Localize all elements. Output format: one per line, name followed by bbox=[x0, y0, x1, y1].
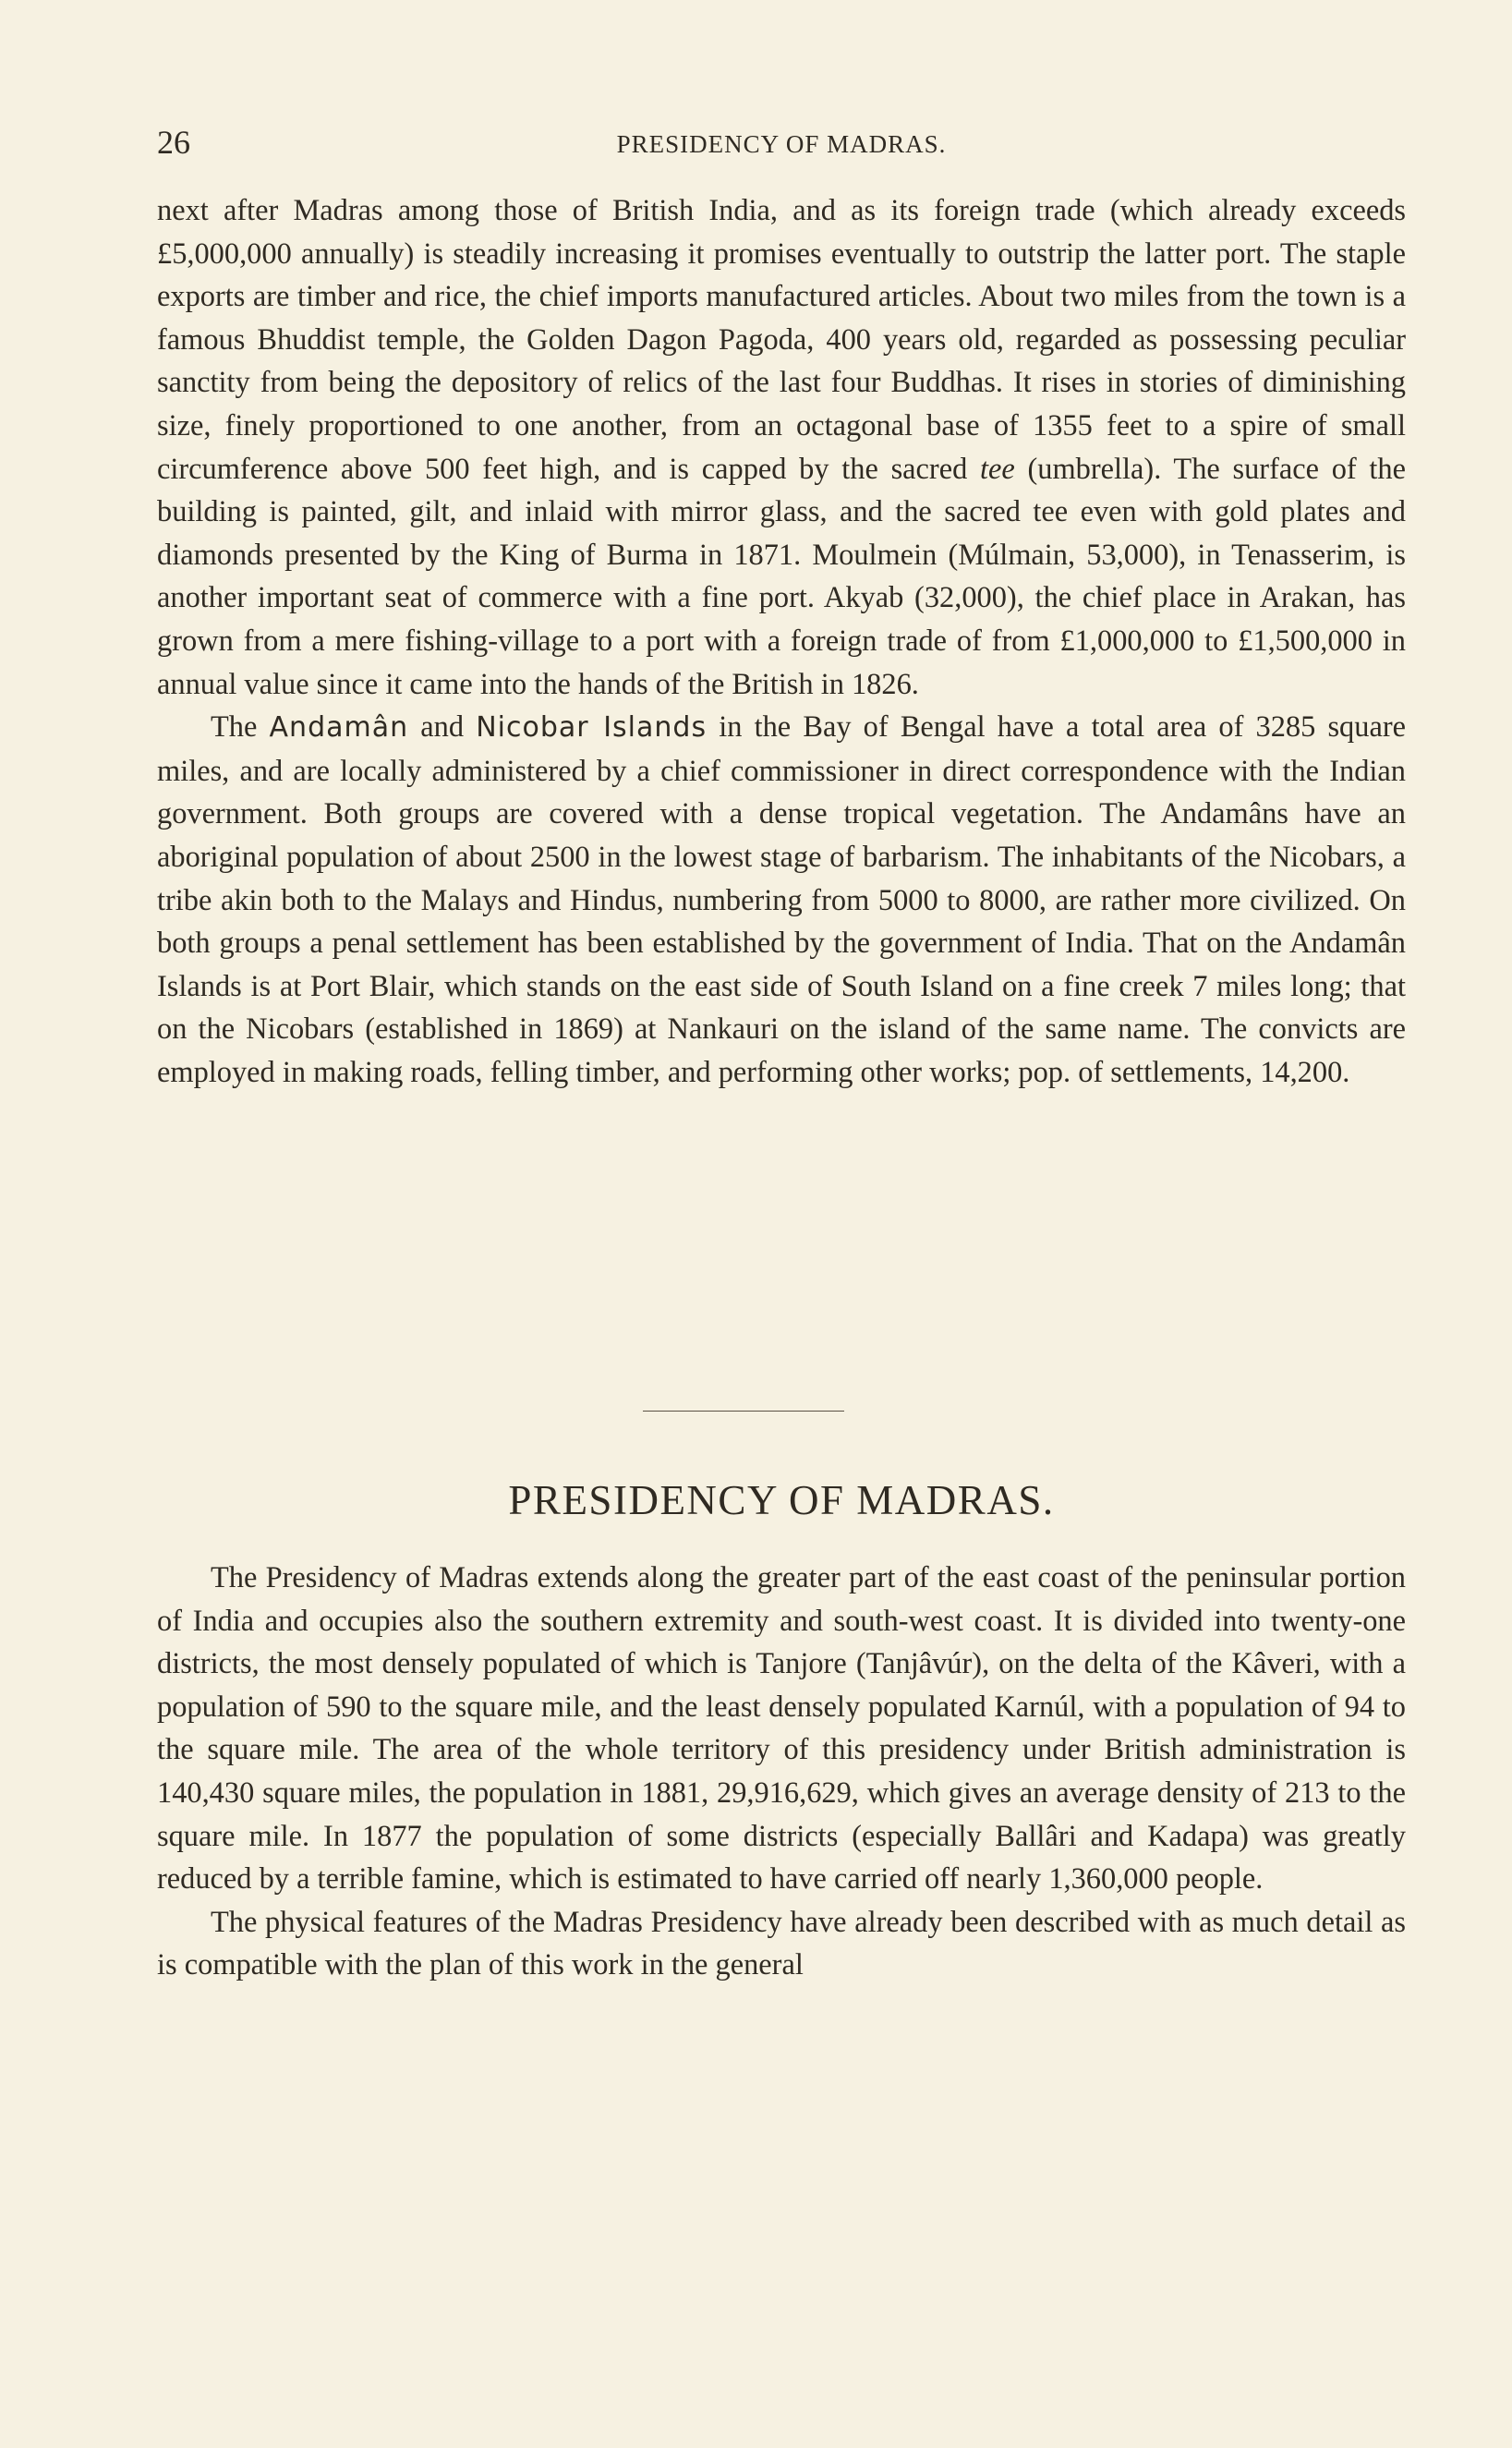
paragraph-rangoon bbox=[157, 189, 1406, 706]
italic-term: tee bbox=[980, 452, 1015, 486]
paragraph-andaman-nicobar bbox=[157, 706, 1406, 1094]
running-title: PRESIDENCY OF MADRAS. bbox=[616, 130, 947, 158]
section-title: PRESIDENCY OF MADRAS. bbox=[508, 1477, 1055, 1523]
andaman-nicobar-section bbox=[157, 189, 1406, 1094]
madras-section bbox=[157, 1557, 1406, 1987]
paragraph-text: next after Madras among those of British India, and as its foreign trade (which already exceeds £5,000,000 annually) is steadily increasing it promises eventually to outstrip the latter port. The staple exports are timber and rice, the chief imports manufactured articles. About two miles from the town is a famous Bhuddist temple, the Golden Dagon Pagoda, 400 years old, regarded as possessing peculiar sanctity from being the depository of relics of the last four Buddhas. It rises in stories of diminishing size, finely proportioned to one another, from an octagonal base of 1355 feet to a spire of small circumference above 500 feet high, and is capped by the sacred bbox=[157, 194, 1406, 486]
paragraph-physical-features: The physical features of the Madras Presidency have already been described with as much detail as is compatible with the plan of this work in the general bbox=[157, 1905, 1406, 1982]
paragraph-text: (umbrella). The surface of the building is painted, gilt, and inlaid with mirror glass, and the sacred tee even with gold plates and diamonds presented by the King of Burma in 1871. Moulmein (Múlmain, 53,000), in Tenasserim, is another important seat of commerce with a fine port. Akyab (32,000), the chief place in Arakan, has grown from a mere fishing-village to a port with a foreign trade of from £1,000,000 to £1,500,000 in annual value since it came into the hands of the British in 1826. bbox=[157, 452, 1406, 701]
paragraph-text: and bbox=[408, 710, 477, 745]
place-name-andaman: Andamân bbox=[269, 711, 409, 745]
paragraph-text: The bbox=[211, 710, 270, 745]
paragraph-text: in the Bay of Bengal have a total area of 3285 square miles, and are locally administered by a chief commissioner in direct correspondence with the Indian government. Both groups are covered with a dense tropical vegetation. The Andamâns have an aboriginal population of about 2500 in the lowest stage of barbarism. The inhabitants of the Nicobars, a tribe akin both to the Malays and Hindus, numbering from 5000 to 8000, are rather more civilized. On both groups a penal settlement has been established by the government of India. That on the Andamân Islands is at Port Blair, which stands on the east side of South Island on a fine creek 7 miles long; that on the Nicobars (established in 1869) at Nankauri on the island of the same name. The convicts are employed in making roads, felling timber, and performing other works; pop. of settlements, 14,200. bbox=[157, 710, 1406, 1089]
running-head bbox=[157, 122, 1406, 163]
place-name-nicobar: Nicobar Islands bbox=[476, 711, 708, 745]
page-number: 26 bbox=[157, 124, 190, 161]
section-divider bbox=[643, 1411, 844, 1412]
paragraph-madras-overview: The Presidency of Madras extends along the greater part of the east coast of the peninsular portion of India and occupies also the southern extremity and south-west coast. It is divided into twenty-one districts, the most densely populated of which is Tanjore (Tanjâvúr), on the delta of the Kâveri, with a population of 590 to the square mile, and the least densely populated Karnúl, with a population of 94 to the square mile. The area of the whole territory of this presidency under British administration is 140,430 square miles, the population in 1881, 29,916,629, which gives an average density of 213 to the square mile. In 1877 the population of some districts (especially Ballâri and Kadapa) was greatly reduced by a terrible famine, which is estimated to have carried off nearly 1,360,000 people. bbox=[157, 1561, 1406, 1897]
